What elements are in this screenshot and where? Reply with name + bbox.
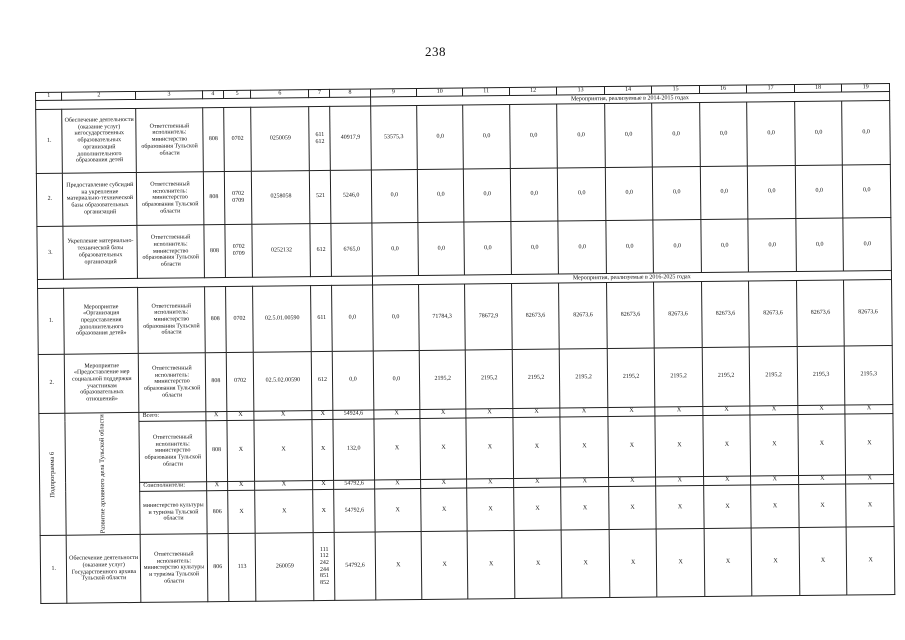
code-section: 0702 (224, 108, 252, 172)
executor-value: X (750, 414, 798, 476)
table-row (37, 217, 892, 279)
executor-value: X (374, 418, 421, 480)
column-number: 9 (370, 89, 417, 98)
coexecutors-label: Соисполнители: (140, 482, 207, 491)
column-number: 8 (330, 89, 370, 98)
executor-name: Ответственный исполнитель: министерство образования Тульской области (137, 171, 204, 225)
amount-cell: 0,0 (795, 101, 843, 165)
amount-cell: 0,0 (417, 105, 464, 169)
subprogram-label-text: Подпрограмма 6 (48, 451, 57, 498)
column-number: 11 (463, 88, 510, 97)
coexecutors-value: X (227, 481, 255, 490)
ministry-value: X (228, 490, 256, 534)
amount-cell: 0,0 (748, 218, 796, 272)
amount-cell: 0,0 (510, 104, 558, 168)
amount-cell: 2195,2 (702, 347, 750, 407)
executor-value: 808 (206, 420, 228, 482)
executor-value: X (312, 419, 334, 481)
code-section: 113 (228, 534, 256, 602)
row-number: 2. (36, 173, 63, 226)
amount-cell: 82673,6 (701, 281, 749, 347)
column-number: 14 (604, 86, 652, 95)
coexecutors-value: X (656, 476, 704, 485)
executor-name: Ответственный исполнитель: министерство образования Тульской области (136, 108, 203, 172)
executor-value: 132,0 (333, 419, 374, 481)
subprogram-title-text: Развитие архивного дела Тульской области (98, 414, 107, 534)
code-grbs: 808 (205, 352, 227, 411)
measure-name: Мероприятие «Организация предоставления дополнительного образования детей» (64, 288, 139, 354)
total-value: X (750, 405, 798, 414)
code-section: 0702 (225, 286, 253, 352)
amount-cell: 2195,2 (466, 349, 513, 409)
total-value: X (608, 407, 656, 416)
amount-cell: 2195,3 (845, 345, 893, 405)
amount-cell: 0,0 (795, 165, 843, 219)
amount-cell: X (562, 530, 610, 598)
coexecutors-value: X (421, 479, 468, 488)
amount-cell: X (799, 527, 847, 595)
code-grbs: 808 (204, 287, 226, 353)
amount-cell: X (704, 528, 752, 596)
column-number: 19 (842, 84, 890, 93)
measure-name: Обеспечение деятельности (оказание услуг) Государственного архива Тульской области (67, 535, 142, 603)
ministry-value: X (609, 486, 657, 530)
column-number: 15 (652, 86, 700, 95)
coexecutors-value: X (561, 477, 609, 486)
amount-cell: 0,0 (463, 105, 510, 169)
ministry-value: X (313, 489, 335, 533)
table-row (39, 413, 894, 483)
code-section: 0702 0709 (224, 171, 252, 224)
amount-cell: 2195,2 (560, 348, 608, 408)
coexecutors-value: X (513, 478, 561, 487)
column-number: 1 (36, 92, 62, 100)
ministry-value: 54792,6 (334, 489, 375, 533)
measure-name: Обеспечение деятельности (оказание услуг) негосударственных образовательных организаций дополнительного образования детей (62, 109, 137, 173)
column-number: 7 (309, 89, 330, 97)
coexecutors-value: X (751, 475, 799, 484)
amount-cell: 0,0 (464, 168, 511, 222)
executor-value: X (227, 420, 255, 482)
coexecutors-value: X (608, 477, 656, 486)
ministry-value: X (704, 485, 752, 529)
measure-name: Мероприятие «Предоставление мер социальной поддержки участникам образовательных отношений» (65, 353, 140, 413)
amount-cell: 0,0 (605, 103, 653, 167)
code-grbs: 808 (202, 108, 224, 172)
column-number: 5 (223, 90, 251, 98)
amount-cell: 5246,0 (331, 170, 372, 224)
amount-cell: 0,0 (373, 350, 420, 410)
amount-cell: 0,0 (332, 285, 373, 351)
code-grbs: 808 (204, 224, 226, 277)
amount-cell: 0,0 (843, 217, 891, 271)
amount-cell: 82673,6 (606, 282, 654, 348)
code-expense-type: 521 (310, 170, 332, 223)
amount-cell: 0,0 (747, 102, 795, 166)
amount-cell: 0,0 (652, 103, 700, 167)
coexecutors-value: X (798, 475, 846, 484)
column-number: 2 (62, 91, 136, 100)
section-heading: Мероприятия, реализуемые в 2014-2015 годах (370, 92, 889, 107)
total-value: X (513, 408, 561, 417)
amount-cell: X (846, 527, 894, 595)
row-number: 1. (38, 288, 65, 354)
ministry-value: X (467, 487, 514, 531)
total-value: X (373, 409, 420, 418)
total-value: X (254, 410, 312, 419)
amount-cell: 2195,2 (419, 350, 466, 410)
row-number: 1. (40, 536, 67, 604)
column-number: 4 (202, 91, 223, 99)
coexecutors-value: X (374, 479, 421, 488)
amount-cell: 53575,3 (370, 106, 417, 170)
column-number: 3 (136, 91, 203, 100)
code-expense-type: 612 (312, 351, 334, 410)
total-value: X (466, 408, 513, 417)
amount-cell: 6765,0 (331, 223, 372, 277)
executor-value: X (560, 416, 608, 478)
amount-cell: X (752, 528, 800, 596)
amount-cell: 0,0 (510, 168, 558, 222)
coexecutors-value: X (255, 480, 313, 489)
amount-cell: 0,0 (653, 166, 701, 220)
amount-cell: 0,0 (372, 285, 419, 351)
code-expense-type: 612 (310, 223, 332, 276)
amount-cell: 0,0 (605, 167, 653, 221)
amount-cell: 0,0 (606, 220, 654, 274)
coexecutors-value: X (206, 481, 227, 490)
total-value: X (798, 405, 846, 414)
amount-cell: 82673,6 (796, 280, 844, 346)
total-value: X (845, 404, 893, 413)
amount-cell: 54792,6 (335, 532, 376, 600)
amount-cell: 2195,2 (750, 346, 798, 406)
amount-cell: 78672,9 (465, 284, 512, 350)
coexecutors-value: 54792,6 (334, 480, 374, 489)
executor-name: Ответственный исполнитель: министерство образования Тульской области (139, 420, 206, 482)
total-value: X (703, 406, 751, 415)
code-target: 0258058 (252, 170, 311, 224)
amount-cell: 0,0 (558, 220, 606, 274)
ministry-value: X (751, 484, 799, 528)
ministry-value: 806 (206, 490, 228, 534)
amount-cell: 0,0 (748, 165, 796, 219)
section-heading: Мероприятия, реализуемые в 2016-2025 годах (372, 270, 891, 285)
subprogram-label (39, 413, 67, 536)
code-target: 02.5.02.00590 (254, 351, 313, 411)
code-section: 0702 0709 (225, 224, 253, 277)
code-section: 0702 (226, 352, 254, 412)
executor-name: Ответственный исполнитель: министерство образования Тульской области (139, 352, 206, 412)
amount-cell: 0,0 (843, 164, 891, 218)
amount-cell: 82673,6 (559, 283, 607, 349)
amount-cell: 2195,2 (512, 349, 560, 409)
table-row (36, 101, 891, 173)
measure-name: Предоставление субсидий на укрепление материально-технической базы образовательных организаций (63, 172, 137, 226)
total-value: X (420, 409, 467, 418)
code-grbs: 806 (207, 534, 229, 602)
amount-cell: 0,0 (371, 169, 418, 223)
amount-cell: 2195,2 (607, 348, 655, 408)
executor-value: X (845, 413, 893, 475)
total-label: Всего: (139, 412, 206, 421)
amount-cell: 0,0 (700, 166, 748, 220)
column-number: 10 (416, 88, 463, 97)
amount-cell: X (609, 529, 657, 597)
table-row (40, 527, 895, 603)
row-number: 3. (37, 226, 64, 279)
amount-cell: 0,0 (557, 104, 605, 168)
executor-value: X (254, 419, 313, 481)
executor-value: X (608, 416, 656, 478)
amount-cell: X (468, 531, 515, 599)
column-number: 18 (794, 84, 842, 93)
total-value: X (312, 410, 333, 419)
executor-value: X (798, 414, 846, 476)
column-number: 6 (251, 90, 309, 99)
ministry-value: X (656, 485, 704, 529)
page-number: 238 (425, 44, 446, 59)
code-grbs: 808 (203, 171, 225, 224)
code-target: 0250059 (251, 107, 310, 171)
amount-cell: X (421, 531, 468, 599)
amount-cell: 0,0 (653, 219, 701, 273)
executor-name: Ответственный исполнитель: министерство культуры и туризма Тульской области (140, 534, 207, 602)
code-target: 260059 (255, 533, 314, 601)
executor-value: X (466, 417, 513, 479)
amount-cell: 0,0 (700, 102, 748, 166)
amount-cell: 0,0 (333, 351, 374, 411)
amount-cell: 0,0 (418, 222, 465, 276)
column-number: 13 (557, 87, 605, 96)
column-number: 16 (699, 85, 747, 94)
ministry-name: министерство культуры и туризма Тульской области (140, 490, 207, 535)
table-row (38, 345, 893, 413)
executor-name: Ответственный исполнитель: министерство образования Тульской области (137, 225, 204, 279)
row-number: 2. (38, 354, 65, 414)
amount-cell: X (657, 529, 705, 597)
row-number: 1. (36, 110, 63, 174)
amount-cell: X (375, 532, 422, 600)
total-value: X (655, 406, 703, 415)
code-target: 02.5.01.00590 (253, 286, 312, 352)
measure-name: Укрепление материально-технической базы образовательных организаций (63, 225, 137, 279)
table-row (36, 164, 891, 226)
amount-cell: 71784,3 (419, 284, 466, 350)
subprogram-title (65, 412, 140, 535)
ministry-value: X (421, 488, 468, 532)
ministry-value: X (561, 486, 609, 530)
executor-name: Ответственный исполнитель: министерство образования Тульской области (138, 287, 205, 353)
total-value: X (206, 411, 227, 420)
total-value: X (560, 407, 608, 416)
executor-value: X (420, 418, 467, 480)
code-target: 0252132 (252, 223, 311, 277)
executor-value: X (513, 417, 561, 479)
ministry-value: X (374, 488, 421, 532)
amount-cell: 82673,6 (511, 283, 559, 349)
ministry-value: X (799, 484, 847, 528)
total-value: 54924,6 (333, 410, 373, 419)
amount-cell: 0,0 (464, 221, 511, 275)
code-expense-type: 111 112 242 244 851 852 (313, 533, 335, 601)
ministry-value: X (255, 489, 314, 533)
ministry-value: X (846, 483, 894, 527)
column-number: 17 (747, 85, 795, 94)
amount-cell: 0,0 (558, 167, 606, 221)
amount-cell: 0,0 (701, 219, 749, 273)
amount-cell: 82673,6 (844, 280, 892, 346)
amount-cell: 0,0 (417, 169, 464, 223)
coexecutors-value: X (703, 476, 751, 485)
amount-cell: 0,0 (511, 221, 559, 275)
coexecutors-value: X (467, 478, 514, 487)
ministry-value: X (514, 487, 562, 531)
amount-cell: 0,0 (796, 218, 844, 272)
amount-cell: 2195,2 (655, 347, 703, 407)
budget-table (35, 83, 895, 604)
executor-value: X (703, 415, 751, 477)
coexecutors-value: X (846, 474, 894, 483)
code-expense-type: 611 (311, 286, 333, 352)
amount-cell: 0,0 (842, 101, 890, 165)
amount-cell: 82673,6 (654, 282, 702, 348)
amount-cell: 0,0 (371, 222, 418, 276)
amount-cell: 2195,3 (797, 346, 845, 406)
amount-cell: 40917,9 (330, 106, 371, 170)
table-row (38, 280, 893, 354)
column-number: 12 (509, 87, 557, 96)
executor-value: X (655, 415, 703, 477)
amount-cell: X (514, 530, 562, 598)
code-expense-type: 611 612 (309, 107, 331, 171)
coexecutors-value: X (313, 480, 334, 489)
amount-cell: 82673,6 (749, 281, 797, 347)
total-value: X (227, 411, 255, 420)
